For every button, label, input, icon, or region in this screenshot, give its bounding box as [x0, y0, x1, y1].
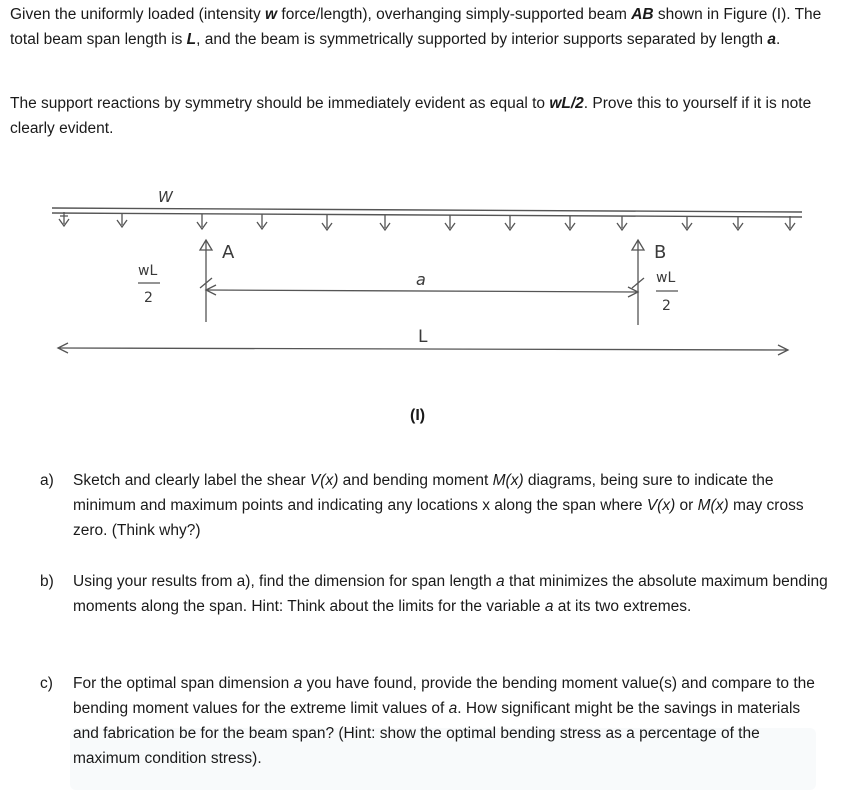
question-b-label: b) — [40, 573, 54, 590]
reaction-right-numerator: wL — [656, 270, 676, 286]
question-a-label: a) — [40, 472, 54, 489]
beam-figure — [40, 170, 830, 440]
question-b-text: Using your results from a), find the dimension for span length a that minimizes the absolute maximum bending moments along the span. Hint: Think about the limits for the variable a at its two extremes. — [73, 573, 828, 615]
reaction-left-numerator: wL — [138, 263, 158, 279]
reaction-right-denominator: 2 — [662, 298, 671, 314]
dimension-a-label: a — [416, 270, 426, 289]
figure-caption: (I) — [410, 407, 426, 424]
question-a — [40, 468, 830, 543]
support-b — [632, 240, 644, 325]
support-a — [200, 240, 212, 322]
question-c — [40, 671, 830, 771]
intro-paragraph-2: The support reactions by symmetry should be immediately evident as equal to wL/2. Prove this to yourself if it is note clearly evident. — [10, 95, 812, 137]
support-b-label: B — [654, 242, 667, 263]
question-b — [40, 569, 830, 619]
beam — [52, 208, 802, 217]
load-label: W — [158, 188, 173, 206]
question-c-label: c) — [40, 675, 53, 692]
support-a-label: A — [222, 242, 235, 263]
question-c-text: For the optimal span dimension a you have found, provide the bending moment value(s) and compare to the bending moment values for the extreme limit values of a. How significant might be the savings in materials and fabrication be for the beam span? (Hint: show the optimal bending stress as a percentage of the maximum condition stress). — [73, 675, 815, 767]
reaction-left-denominator: 2 — [144, 290, 153, 306]
dimension-l-label: L — [418, 327, 428, 347]
question-a-text: Sketch and clearly label the shear V(x) and bending moment M(x) diagrams, being sure to indicate the minimum and maximum points and indicating any locations x along the span where V(x) or M(x) may cross zero. (Think why?) — [73, 472, 804, 539]
intro-paragraph-1: Given the uniformly loaded (intensity w force/length), overhanging simply-supported beam AB shown in Figure (I). The total beam span length is L, and the beam is symmetrically supported by interior supports separated by length a. — [10, 6, 822, 48]
